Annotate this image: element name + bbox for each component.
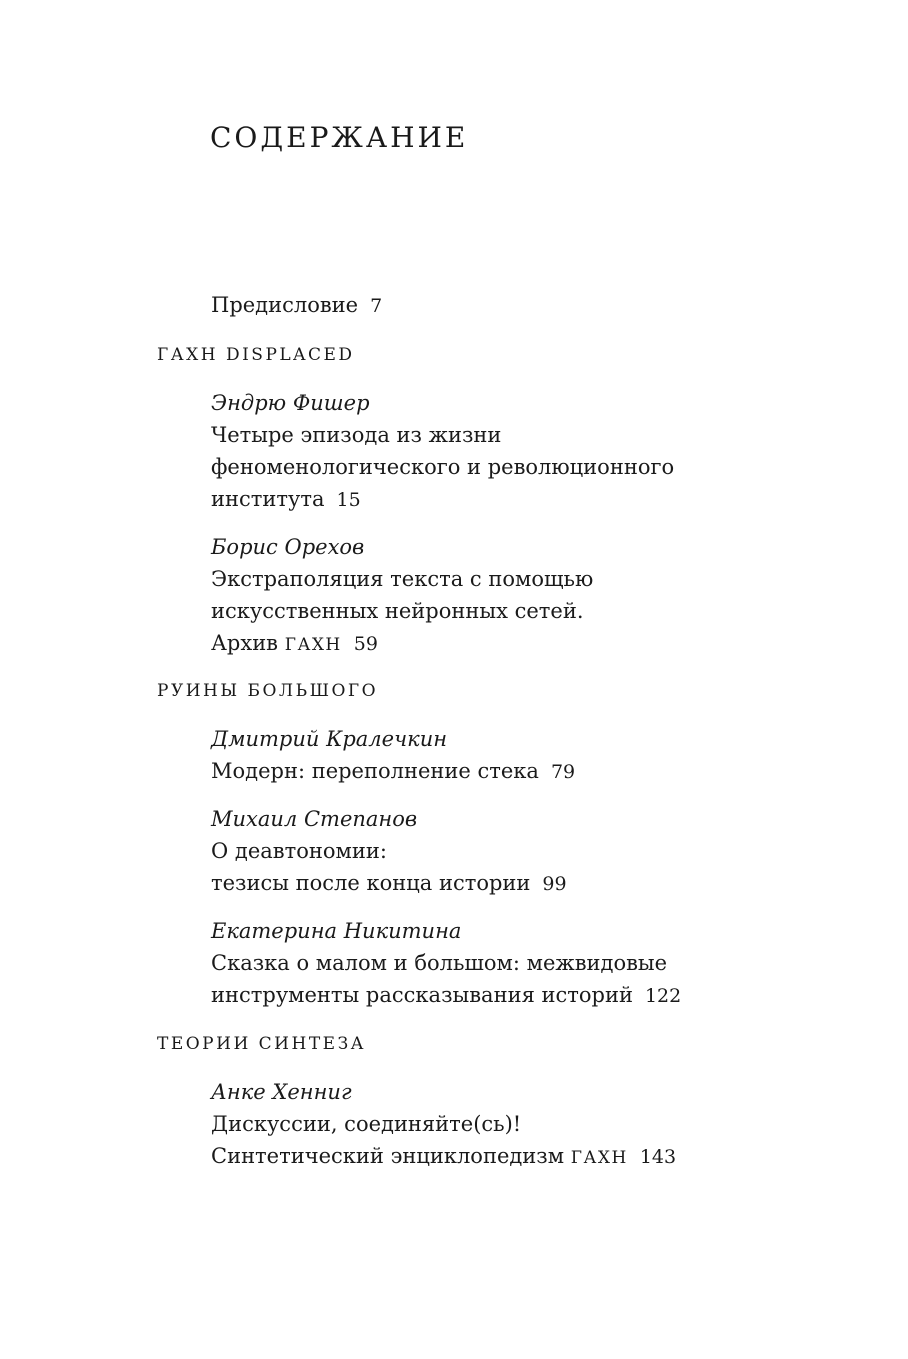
entry-line [211,289,771,322]
entry-title-line [211,867,771,900]
entry-title-text: Синтетический энциклопедизм [211,1144,565,1168]
entry-title-line: Сказка о малом и большом: межвидовые [211,951,668,975]
toc-entry-preface[interactable] [211,289,771,322]
entry-title-line [211,483,771,516]
page-number: 79 [550,761,576,783]
page-number: 143 [639,1146,677,1168]
page-number: 7 [370,295,383,317]
page-title: СОДЕРЖАНИЕ [210,121,469,154]
page-number: 99 [542,873,567,895]
toc-entry[interactable] [211,803,771,900]
entry-author: Дмитрий Кралечкин [211,727,448,751]
entry-title-line: Четыре эпизода из жизни [211,423,502,447]
section-heading: ГАХН DISPLACED [157,345,355,365]
entry-title-line [211,627,771,661]
gakhn-smallcaps: ГАХН [284,635,342,655]
entry-title-text: тезисы после конца истории [211,871,531,895]
entry-title-text: Модерн: переполнение стека [211,759,539,783]
entry-author: Эндрю Фишер [211,391,370,415]
entry-title-text: Архив [211,631,279,655]
section-heading: РУИНЫ БОЛЬШОГО [157,681,379,701]
page-number: 122 [644,985,682,1007]
entry-title-line: Экстраполяция текста с помощью [211,567,594,591]
entry-author: Екатерина Никитина [211,919,462,943]
entry-title-line: искусственных нейронных сетей. [211,599,584,623]
entry-title-line [211,979,771,1012]
entry-title-line [211,1140,771,1174]
entry-title-line: Дискуссии, соединяйте(сь)! [211,1112,522,1136]
toc-entry[interactable] [211,387,771,516]
toc-entry[interactable] [211,915,771,1012]
entry-title-line [211,755,771,788]
entry-author: Анке Хенниг [211,1080,352,1104]
gakhn-smallcaps: ГАХН [570,1148,628,1168]
toc-entry[interactable] [211,723,771,788]
toc-entry[interactable] [211,531,771,661]
entry-title-text: инструменты рассказывания историй [211,983,633,1007]
entry-author: Борис Орехов [211,535,365,559]
page-number: 59 [353,633,378,655]
entry-title-text: института [211,487,325,511]
section-heading: ТЕОРИИ СИНТЕЗА [157,1034,367,1054]
toc-entry[interactable] [211,1076,771,1174]
entry-title-line: О деавтономии: [211,839,387,863]
entry-title-line: феноменологического и революционного [211,455,675,479]
entry-author: Михаил Степанов [211,807,418,831]
preface-label: Предисловие [211,293,359,317]
page-number: 15 [336,489,361,511]
